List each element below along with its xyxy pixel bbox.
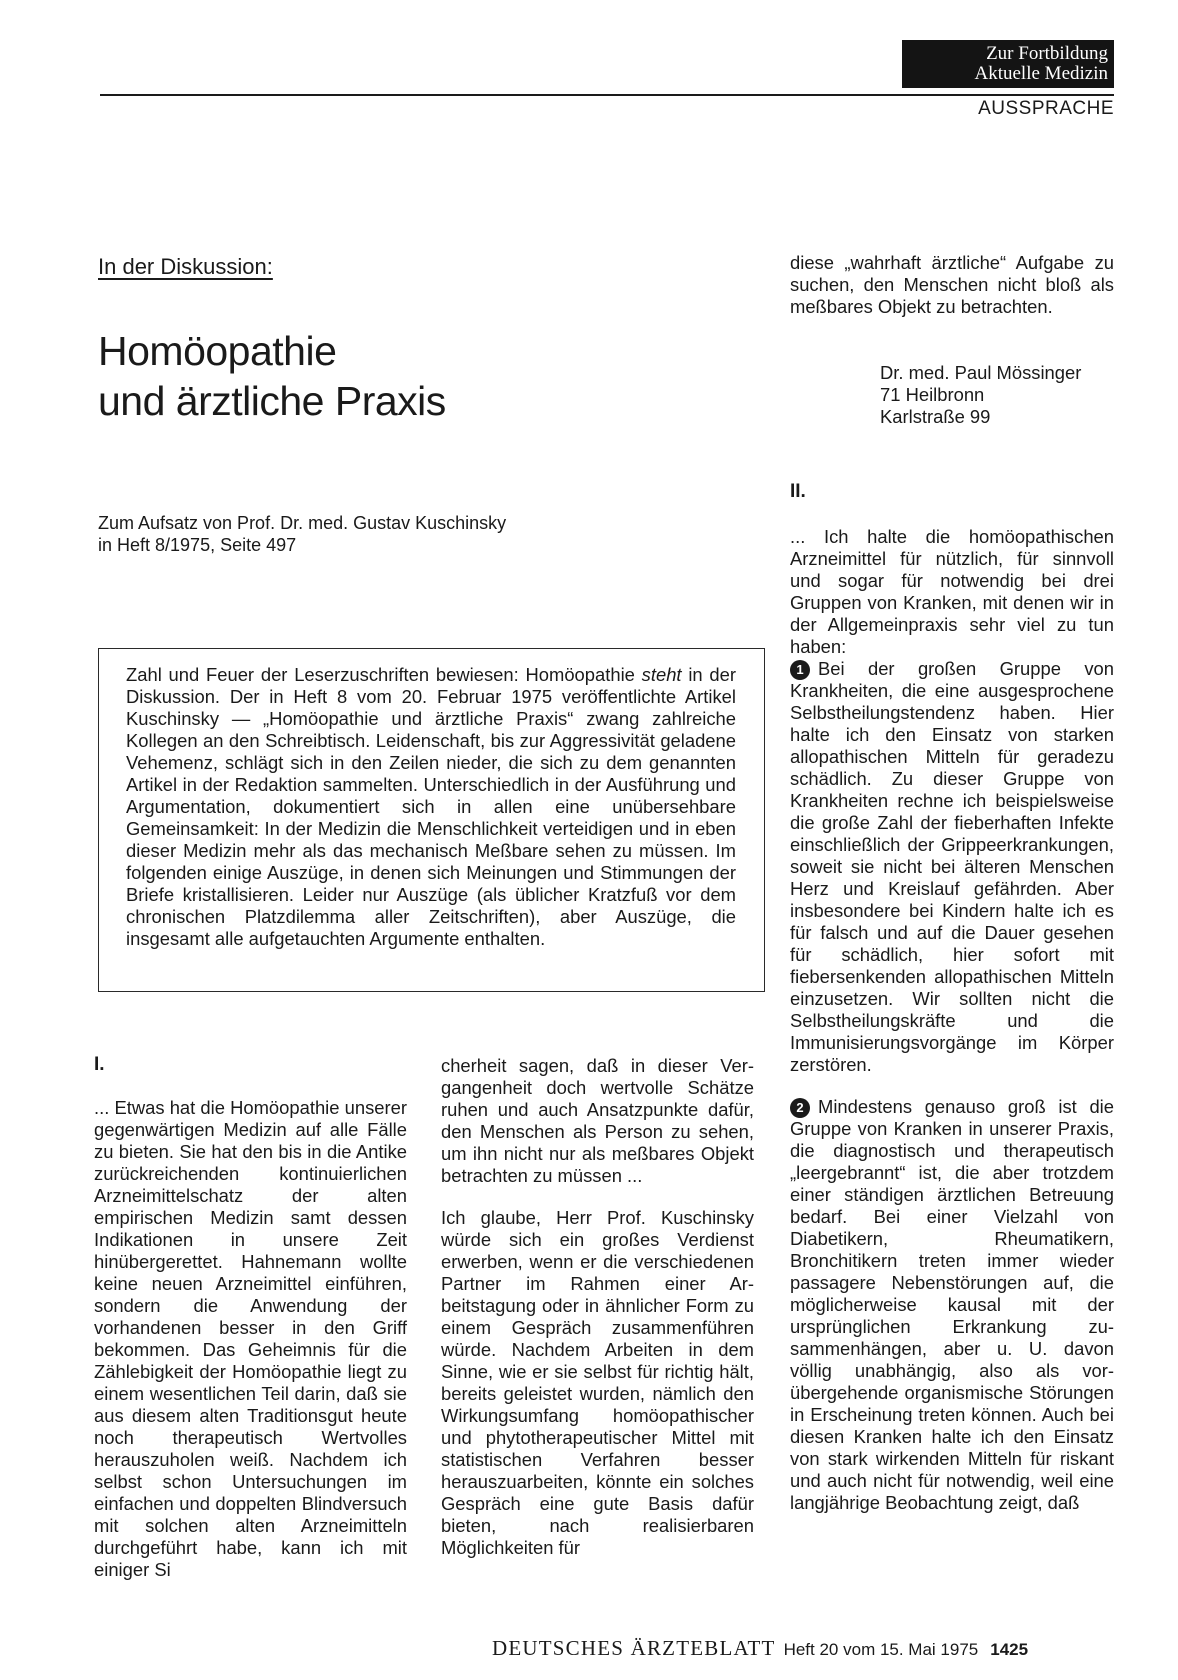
letter-one-paragraph-2: Ich glaube, Herr Prof. Kuschinsky würde sich ein großes Verdienst erwerben, wenn er die verschiedenen Partner im Rahmen einer Arbeitstagung oder in ähnlicher Form zu einem Gespräch zusammenführen würde. Nachdem Arbeiten in dem Sinne, wie er sie selbst für richtig hält, bereits geleistet wurden, nämlich den Wirkungsumfang homöopathischer und phytotherapeutischer Mittel mit statistischen Verfahren besser herauszuarbeiten, könnte ein solches Gespräch eine gute Basis dafür bieten, nach realisierbaren Möglichkeiten für <box>441 1207 754 1558</box>
issue-info: Heft 20 vom 15. Mai 1975 <box>783 1640 979 1659</box>
signature-street: Karlstraße 99 <box>880 406 991 427</box>
letter-one-paragraph: ... Etwas hat die Homöopathie unserer gegenwärtigen Medizin auf alle Fälle zu bieten. Sie hat den bis in die Antike zurückreichenden kontinuierlichen Arzneimittelschatz der alten empirischen Medizin samt dessen Indikationen in unsere Zeit hinübergerettet. Hahnemann wollte keine neuen Arzneimittel einführen, sondern die Anwendung der vorhandenen besser in den Griff bekommen. Das Geheimnis für die Zählebigkeit der Homöopathie liegt zu einem wesentlichen Teil darin, daß sie aus diesem alten Traditionsgut heute noch therapeutisch Wertvolles herauszuholen weiß. Nachdem ich selbst schon Untersuchungen im einfachen und doppelten Blindversuch mit solchen alten Arzneimitteln durchgeführt habe, kann ich mit einiger Si <box>94 1097 407 1580</box>
letter-two-column <box>790 658 1114 1514</box>
letter-one-signature <box>880 362 1081 428</box>
intro-text-part-1: Zahl und Feuer der Leserzuschriften bewiesen: Homöopathie <box>126 664 642 685</box>
section-badge <box>902 40 1114 88</box>
letter-one-paragraph-continued: cherheit sagen, daß in dieser Vergangenheit doch wertvolle Schätze ruhen und auch Ansatzpunkte dafür, den Menschen als Person zu sehen, um ihn nicht nur als meßbares Objekt betrachten zu müssen ... <box>441 1055 754 1186</box>
reference-line-2: in Heft 8/1975, Seite 497 <box>98 535 297 555</box>
badge-line-2: Aktuelle Medizin <box>974 63 1108 84</box>
article-title <box>98 326 446 426</box>
point-1-text: Bei der großen Gruppe von Krankheiten, die eine ausgesprochene Selbstheilungstendenz haben. Hier halte ich den Einsatz von starken allopathischen Mitteln für geradezu schädlich. Zu dieser Gruppe von Krankheiten rechne ich beispielsweise die große Zahl der fieberhaften Infekte einschließlich der Grippeerkrankungen, soweit sie nicht bei älteren Menschen Herz und Kreislauf gefährden. Aber insbesondere bei Kindern halte ich es für falsch und auf die Dauer gesehen für schädlich, hier sofort mit fiebersenkenden allopathischen Mitteln einzusetzen. Wir sollten nicht die Selbstheilungskräfte und die Immunisierungsvorgänge im Körper zerstören. <box>790 658 1114 1075</box>
intro-emphasis: steht <box>641 664 682 685</box>
number-two-icon: 2 <box>790 1098 810 1118</box>
page-number: 1425 <box>990 1640 1029 1659</box>
letter-two-intro <box>790 526 1114 658</box>
header-rule <box>100 94 1114 96</box>
point-2-text: Mindestens genauso groß ist die Gruppe von Kranken in unserer Praxis, die diagnostisch und therapeutisch „leergebrannt“ ist, die aber trotzdem einer ständigen ärztlichen Betreuung bedarf. Bei einer Vielzahl von Diabetikern, Rheumatikern, Bronchitikern treten immer wieder passagere Nebenstörungen auf, die möglicherweise kausal mit der ursprünglichen Erkrankung zusammenhängen, aber u. U. davon völlig unabhängig, also als vorübergehende organismische Störungen in Erscheinung treten können. Auch bei diesen Kranken halte ich den Einsatz von stark wirkenden Mitteln für riskant und auch nicht für notwendig, weil eine langjährige Beobachtung zeigt, daß <box>790 1096 1114 1513</box>
page-footer <box>492 1636 1028 1661</box>
letter-one-heading: I. <box>94 1054 105 1075</box>
signature-name: Dr. med. Paul Mössinger <box>880 362 1082 383</box>
signature-city: 71 Heilbronn <box>880 384 985 405</box>
letter-one-column-3 <box>790 252 1114 318</box>
title-line-1: Homöopathie <box>98 328 337 374</box>
reference-line-1: Zum Aufsatz von Prof. Dr. med. Gustav Kuschinsky <box>98 513 507 533</box>
letter-one-paragraph-2-continued: diese „wahrhaft ärztliche“ Aufgabe zu suchen, den Menschen nicht bloß als meßbares Objekt zu betrachten. <box>790 252 1114 317</box>
letter-one-column-2 <box>441 1055 754 1559</box>
letter-two-heading: II. <box>790 481 806 502</box>
number-one-icon: 1 <box>790 660 810 680</box>
letter-two-point-2 <box>790 1096 1114 1514</box>
letter-one-column-1 <box>94 1097 407 1581</box>
title-line-2: und ärztliche Praxis <box>98 378 446 424</box>
section-label: AUSSPRACHE <box>978 98 1114 119</box>
badge-line-1: Zur Fortbildung <box>986 43 1108 64</box>
letter-two-point-1 <box>790 658 1114 1076</box>
kicker: In der Diskussion: <box>98 254 273 279</box>
article-reference <box>98 512 506 556</box>
intro-text <box>126 664 736 950</box>
letter-two-paragraph-1: ... Ich halte die homöopathischen Arzneimittel für nützlich, für sinnvoll und sogar für notwendig bei drei Gruppen von Kranken, mit denen wir in der Allgemeinpraxis sehr viel zu tun haben: <box>790 526 1114 657</box>
intro-text-part-2: in der Diskussion. Der in Heft 8 vom 20. Februar 1975 veröffentlichte Artikel Kuschinsky — „Homöopathie und ärztliche Praxis“ zwang zahlreiche Kollegen an den Schreibtisch. Leidenschaft, bis zur Aggressivität geladene Vehemenz, schlägt sich in den Zeilen nieder, die sich zu dem genannten Artikel in der Redaktion sammelten. Unterschiedlich in der Ausführung und Argumentation, dokumentiert sich in allen eine unübersehbare Gemeinsamkeit: In der Medizin die Menschlichkeit verteidigen und in eben dieser Medizin mehr als das mechanisch Meßbare sehen zu müssen. Im folgenden einige Auszüge, in denen sich Meinungen und Stimmungen der Briefe kristallisieren. Leider nur Auszüge (als üblicher Kratzfuß vor dem chronischen Platzdilemma aller Zeitschriften), aber Auszüge, die insgesamt alle aufgetauchten Argumente enthalten. <box>126 664 736 949</box>
journal-masthead: DEUTSCHES ÄRZTEBLATT <box>492 1636 776 1660</box>
